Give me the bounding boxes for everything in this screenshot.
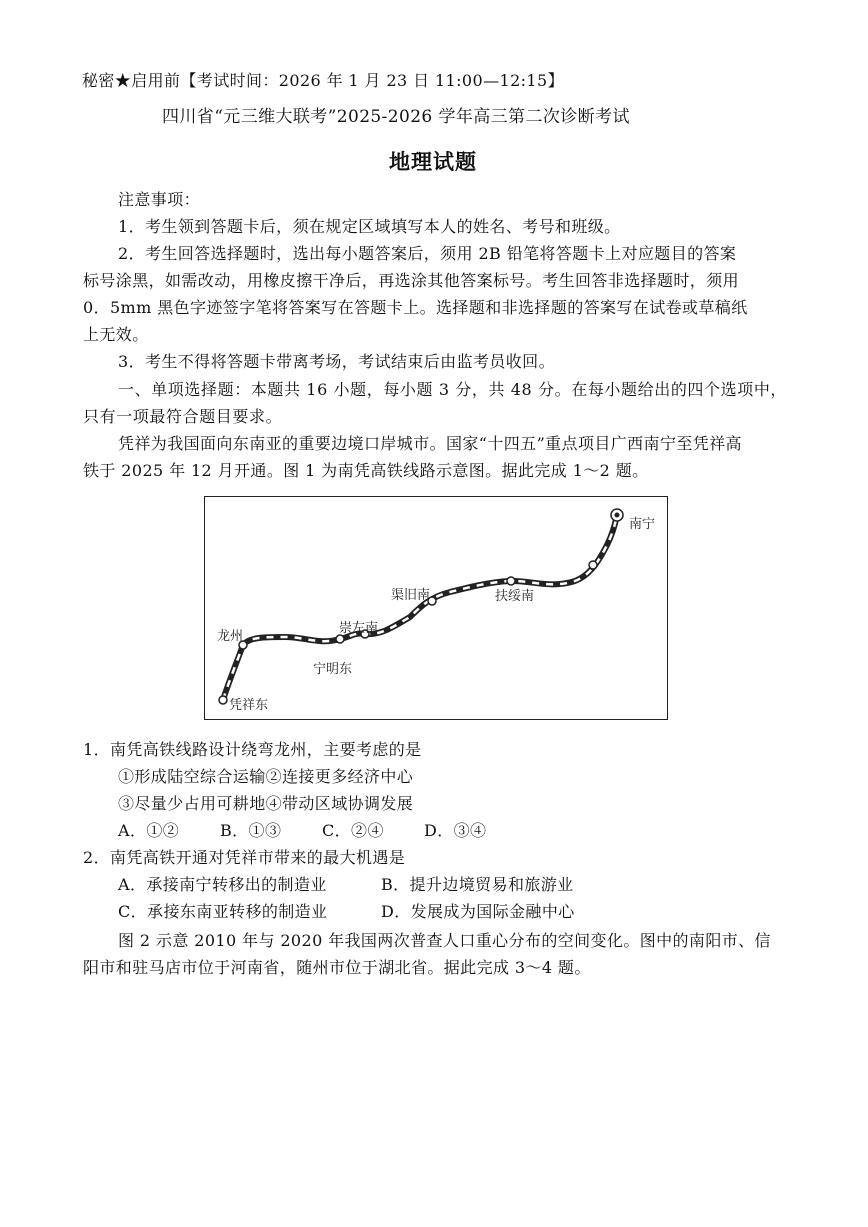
notice-line: 1．考生领到答题卡后，须在规定区域填写本人的姓名、考号和班级。 <box>118 217 621 236</box>
notice-line: 0．5mm 黑色字迹签字笔将答案写在答题卡上。选择题和非选择题的答案写在试卷或草稿纸 <box>83 298 748 317</box>
station-label-nanning: 南宁 <box>629 517 656 532</box>
question-item: ③尽量少占用可耕地④带动区域协调发展 <box>118 794 414 813</box>
option-b: B．提升边境贸易和旅游业 <box>381 875 574 894</box>
notice-line: 2．考生回答选择题时，选出每小题答案后，须用 2B 铅笔将答题卡上对应题目的答案 <box>118 244 737 263</box>
passage-line: 铁于 2025 年 12 月开通。图 1 为南凭高铁线路示意图。据此完成 1～2 题。 <box>83 461 649 480</box>
confidential-line: 秘密★启用前【考试时间：2026 年 1 月 23 日 11:00—12:15】 <box>82 71 564 90</box>
question-item: ①形成陆空综合运输②连接更多经济中心 <box>118 767 414 786</box>
station-marker-fusuinan <box>507 577 515 585</box>
station-marker-ningmingdong <box>336 635 344 643</box>
railway-route-svg <box>205 497 669 721</box>
exam-title: 四川省“元三维大联考”2025-2026 学年高三第二次诊断考试 <box>162 107 630 127</box>
passage-line: 图 2 示意 2010 年与 2020 年我国两次普查人口重心分布的空间变化。图中的南阳市、信 <box>118 931 771 950</box>
option-d: D．③④ <box>424 821 487 840</box>
notice-line: 上无效。 <box>83 325 149 344</box>
question-stem: 1．南凭高铁线路设计绕弯龙州，主要考虑的是 <box>83 740 422 759</box>
notice-line: 标号涂黑，如需改动，用橡皮擦干净后，再选涂其他答案标号。考生回答非选择题时，须用 <box>83 271 740 290</box>
station-marker-pingxiangdong <box>219 696 227 704</box>
station-label-chongzuonan: 崇左南 <box>339 621 379 636</box>
railway-line-outer <box>223 515 617 700</box>
notice-heading: 注意事项： <box>118 190 201 209</box>
station-label-pingxiangdong: 凭祥东 <box>229 698 269 713</box>
option-a: A．承接南宁转移出的制造业 <box>118 875 327 894</box>
option-a: A．①② <box>118 821 180 840</box>
station-label-longzhou: 龙州 <box>217 629 244 644</box>
railway-map <box>204 496 668 720</box>
station-label-fusuinan: 扶绥南 <box>495 589 535 604</box>
section-heading: 一、单项选择题：本题共 16 小题，每小题 3 分，共 48 分。在每小题给出的四个选项中， <box>118 380 788 399</box>
passage-line: 阳市和驻马店市位于河南省，随州市位于湖北省。据此完成 3～4 题。 <box>83 958 591 977</box>
option-d: D．发展成为国际金融中心 <box>381 902 575 921</box>
notice-line: 3．考生不得将答题卡带离考场，考试结束后由监考员收回。 <box>118 352 555 371</box>
station-label-qujiunan: 渠旧南 <box>391 588 431 603</box>
subject-title: 地理试题 <box>389 149 477 174</box>
section-heading: 只有一项最符合题目要求。 <box>83 407 283 426</box>
station-marker-extra <box>589 561 597 569</box>
option-c: C．②④ <box>322 821 384 840</box>
option-b: B．①③ <box>220 821 282 840</box>
station-label-ningmingdong: 宁明东 <box>313 662 353 677</box>
question-stem: 2．南凭高铁开通对凭祥市带来的最大机遇是 <box>83 848 406 867</box>
passage-line: 凭祥为我国面向东南亚的重要边境口岸城市。国家“十四五”重点项目广西南宁至凭祥高 <box>118 434 742 453</box>
station-marker-nanning-inner <box>615 513 620 518</box>
option-c: C．承接东南亚转移的制造业 <box>118 902 328 921</box>
